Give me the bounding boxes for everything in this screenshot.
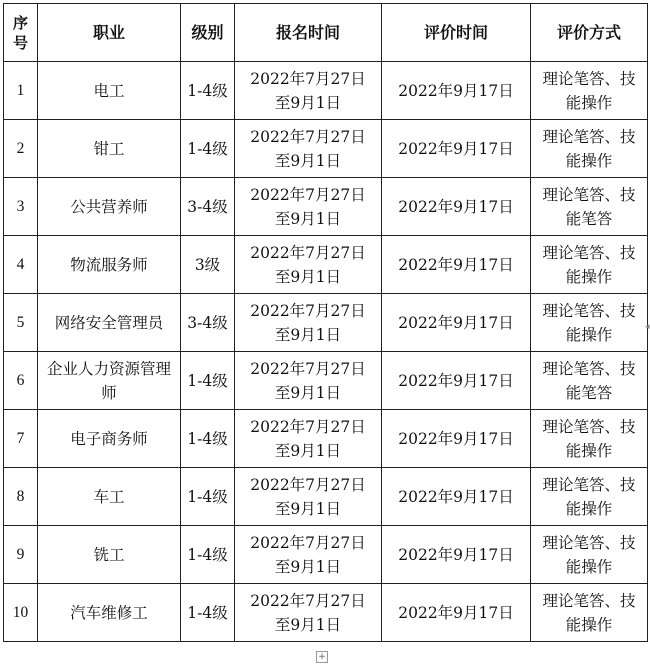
- cell-level: 1-4级: [181, 468, 235, 526]
- header-eval-time: 评价时间: [382, 4, 531, 62]
- cell-eval-method: 理论笔答、技能笔答: [531, 178, 648, 236]
- cell-no: 8: [4, 468, 38, 526]
- cell-job: 电子商务师: [38, 410, 181, 468]
- cell-no: 2: [4, 120, 38, 178]
- cell-level: 1-4级: [181, 584, 235, 642]
- cell-eval-method: 理论笔答、技能操作: [531, 468, 648, 526]
- header-level: 级别: [181, 4, 235, 62]
- cell-signup-time: 2022年7月27日至9月1日: [235, 468, 382, 526]
- cell-job: 铣工: [38, 526, 181, 584]
- header-signup-time: 报名时间: [235, 4, 382, 62]
- cell-no: 1: [4, 62, 38, 120]
- cell-level: 3级: [181, 236, 235, 294]
- cell-job: 公共营养师: [38, 178, 181, 236]
- cell-signup-time: 2022年7月27日至9月1日: [235, 62, 382, 120]
- cell-eval-time: 2022年9月17日: [382, 294, 531, 352]
- cell-signup-time: 2022年7月27日至9月1日: [235, 410, 382, 468]
- cell-signup-time: 2022年7月27日至9月1日: [235, 178, 382, 236]
- cell-eval-method: 理论笔答、技能操作: [531, 236, 648, 294]
- cell-no: 4: [4, 236, 38, 294]
- header-row: [4, 4, 648, 62]
- cell-eval-method: 理论笔答、技能操作: [531, 584, 648, 642]
- cell-signup-time: 2022年7月27日至9月1日: [235, 352, 382, 410]
- cell-job: 企业人力资源管理师: [38, 352, 181, 410]
- cell-level: 1-4级: [181, 526, 235, 584]
- table-row: [4, 236, 648, 294]
- cell-job: 车工: [38, 468, 181, 526]
- cell-level: 1-4级: [181, 410, 235, 468]
- cell-signup-time: 2022年7月27日至9月1日: [235, 584, 382, 642]
- header-eval-method: 评价方式: [531, 4, 648, 62]
- cell-no: 5: [4, 294, 38, 352]
- table-add-row-handle[interactable]: +: [316, 651, 328, 663]
- cell-job: 电工: [38, 62, 181, 120]
- table-row: [4, 62, 648, 120]
- cell-no: 9: [4, 526, 38, 584]
- table-row: [4, 468, 648, 526]
- cell-level: 1-4级: [181, 120, 235, 178]
- cell-eval-time: 2022年9月17日: [382, 526, 531, 584]
- cell-no: 10: [4, 584, 38, 642]
- cell-eval-method: 理论笔答、技能笔答: [531, 352, 648, 410]
- cell-no: 3: [4, 178, 38, 236]
- cell-eval-method: 理论笔答、技能操作: [531, 410, 648, 468]
- cell-signup-time: 2022年7月27日至9月1日: [235, 526, 382, 584]
- cell-level: 1-4级: [181, 352, 235, 410]
- cell-eval-time: 2022年9月17日: [382, 352, 531, 410]
- cell-eval-method: 理论笔答、技能操作: [531, 526, 648, 584]
- cell-eval-time: 2022年9月17日: [382, 120, 531, 178]
- cell-level: 3-4级: [181, 294, 235, 352]
- cell-no: 7: [4, 410, 38, 468]
- table-row: [4, 352, 648, 410]
- cell-level: 3-4级: [181, 178, 235, 236]
- cell-eval-time: 2022年9月17日: [382, 236, 531, 294]
- cell-signup-time: 2022年7月27日至9月1日: [235, 120, 382, 178]
- header-no: 序号: [4, 4, 38, 62]
- cell-eval-time: 2022年9月17日: [382, 468, 531, 526]
- cell-level: 1-4级: [181, 62, 235, 120]
- table-resize-handle[interactable]: ◂: [645, 322, 650, 332]
- table-row: [4, 584, 648, 642]
- table-row: [4, 178, 648, 236]
- table-row: [4, 294, 648, 352]
- cell-job: 钳工: [38, 120, 181, 178]
- cell-job: 汽车维修工: [38, 584, 181, 642]
- cell-eval-time: 2022年9月17日: [382, 62, 531, 120]
- cell-eval-time: 2022年9月17日: [382, 410, 531, 468]
- table-row: [4, 120, 648, 178]
- table-row: [4, 410, 648, 468]
- cell-eval-method: 理论笔答、技能操作: [531, 294, 648, 352]
- cell-no: 6: [4, 352, 38, 410]
- cell-eval-time: 2022年9月17日: [382, 584, 531, 642]
- cell-eval-method: 理论笔答、技能操作: [531, 62, 648, 120]
- cell-job: 物流服务师: [38, 236, 181, 294]
- cell-eval-time: 2022年9月17日: [382, 178, 531, 236]
- table-row: [4, 526, 648, 584]
- header-job: 职业: [38, 4, 181, 62]
- cell-signup-time: 2022年7月27日至9月1日: [235, 294, 382, 352]
- cell-eval-method: 理论笔答、技能操作: [531, 120, 648, 178]
- cell-signup-time: 2022年7月27日至9月1日: [235, 236, 382, 294]
- cell-job: 网络安全管理员: [38, 294, 181, 352]
- occupation-table: [3, 3, 648, 642]
